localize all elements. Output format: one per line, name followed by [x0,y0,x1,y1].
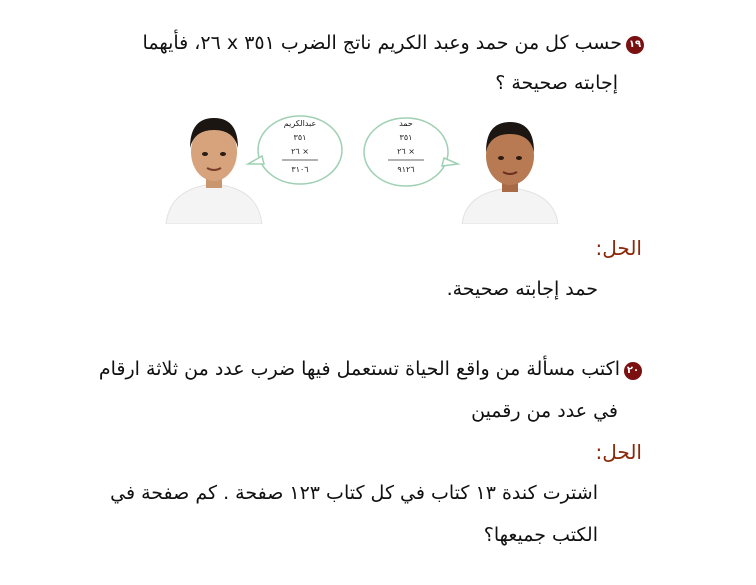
solution-20-label: الحل: [595,440,642,464]
question-number-badge: ١٩ [626,36,644,54]
bubble-right-multiplicand: ٣٥١ [399,133,413,142]
bubble-right-name: حمد [399,119,413,128]
question-number-badge: ٢٠ [624,362,642,380]
solution-19-answer: حمد إجابته صحيحة. [446,278,598,300]
question-19-text: حسب كل من حمد وعبد الكريم ناتج الضرب ٣٥١ x ٢٦، فأيهما [142,32,622,54]
bubble-right-multiplier: × ٢٦ [397,147,415,156]
bubble-left-multiplicand: ٣٥١ [293,133,307,142]
bubble-left-result: ٣١٠٦ [291,165,309,174]
boys-figure [160,108,580,224]
boy-abdulkarim-image [166,118,262,224]
question-20-line-1 [99,358,642,380]
question-19-line-1 [143,32,644,54]
boy-hamad-image [462,122,558,224]
bubble-right-result: ٩١٢٦ [397,165,415,174]
bubble-left-multiplier: × ٢٦ [291,147,309,156]
left-speech-bubble [248,116,342,184]
solution-19-label: الحل: [595,236,642,260]
bubble-left-name: عبدالكريم [283,119,317,128]
question-20-text: اكتب مسألة من واقع الحياة تستعمل فيها ضرب عدد من ثلاثة ارقام [98,358,620,380]
question-19-line-2: إجابته صحيحة ؟ [495,72,618,94]
question-20-line-2: في عدد من رقمين [471,400,618,422]
solution-20-answer-line-1: اشترت كندة ١٣ كتاب في كل كتاب ١٢٣ صفحة . كم صفحة في [110,482,598,504]
solution-20-answer-line-2: الكتب جميعها؟ [483,524,598,546]
right-speech-bubble [364,118,458,186]
